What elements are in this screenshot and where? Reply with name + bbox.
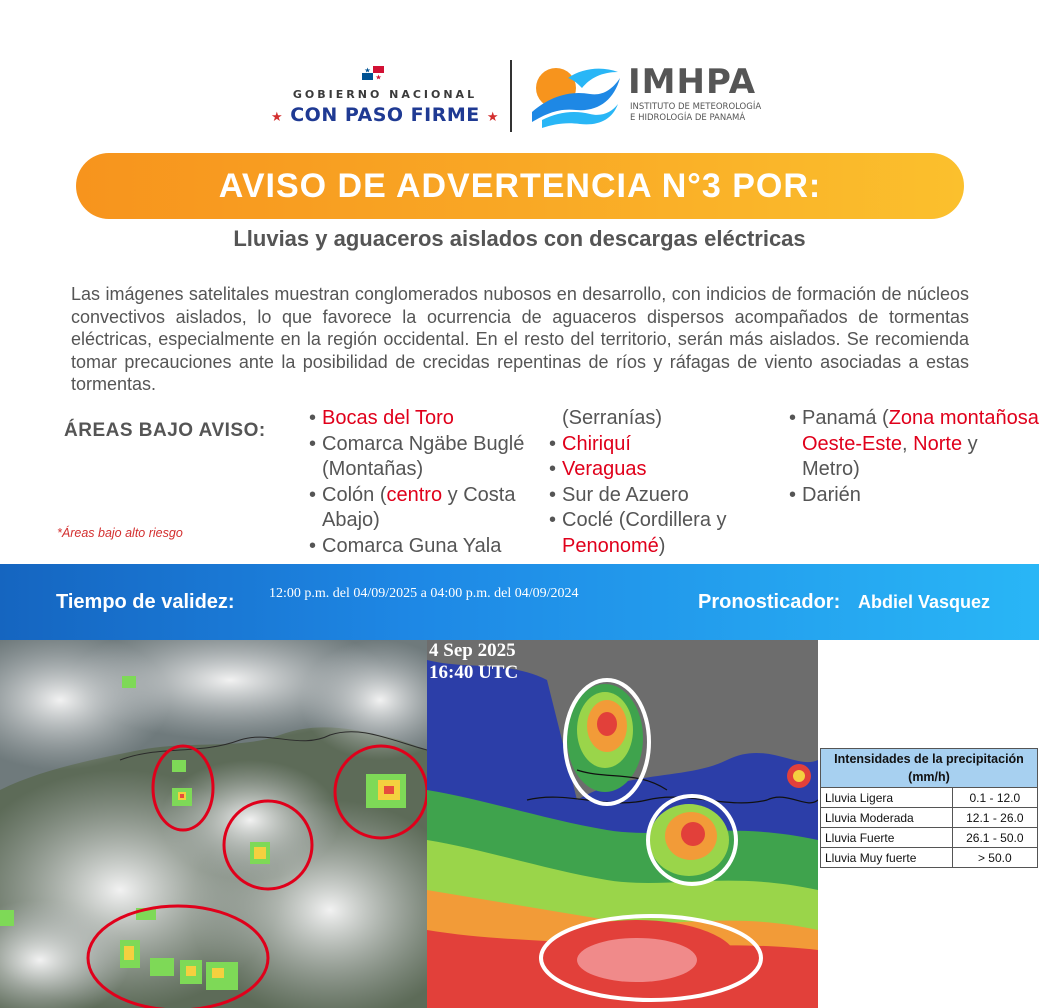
- area-item: • Chiriquí: [549, 432, 631, 455]
- infrared-satellite-svg: [427, 640, 818, 1008]
- areas-label: ÁREAS BAJO AVISO:: [64, 420, 266, 441]
- imhpa-name: IMHPA: [628, 62, 757, 102]
- table-row: [821, 808, 1038, 828]
- bulletin-body: Las imágenes satelitales muestran conglomerados nubosos en desarrollo, con indicios de formación de núcleos convectivos aislados, lo que favorece la ocurrencia de aguaceros dispersos acompañados de tormentas eléctricas, especialmente en la región occidental. En el resto del territorio, serán más aislados. Se recomienda tomar precauciones ante la posibilidad de crecidas repentinas de ríos y ráfagas de viento asociadas a estas tormentas.: [71, 284, 969, 394]
- panama-flag-icon: [362, 66, 384, 80]
- area-item: • Bocas del Toro: [309, 407, 454, 429]
- area-item: • Veraguas: [549, 458, 647, 480]
- satellite-date: 4 Sep 2025: [429, 640, 516, 661]
- area-item: • Panamá (Zona montañosa Oeste-Este, Norte y Metro): [789, 407, 1039, 480]
- visible-satellite-svg: [0, 640, 427, 1008]
- forecaster-name: Abdiel Vasquez: [858, 592, 991, 612]
- area-item: • Coclé (Cordillera y Penonomé): [549, 509, 727, 557]
- table-header: Intensidades de la precipitación (mm/h): [821, 749, 1038, 788]
- areas-column-1: [309, 406, 549, 559]
- infrared-satellite-image: [427, 640, 818, 1008]
- precipitation-intensity-table: [820, 748, 1038, 868]
- row-label: Lluvia Muy fuerte: [821, 848, 953, 868]
- validity-bar: [0, 564, 1039, 640]
- row-value: 0.1 - 12.0: [952, 788, 1037, 808]
- gov-line1: GOBIERNO NACIONAL: [292, 88, 478, 101]
- imhpa-subtitle: [630, 102, 761, 124]
- row-label: Lluvia Ligera: [821, 788, 953, 808]
- area-item: • Sur de Azuero: [549, 483, 689, 506]
- validity-label: Tiempo de validez:: [56, 591, 235, 613]
- government-logo: [270, 62, 500, 132]
- imhpa-wave-icon: [528, 60, 624, 130]
- row-label: Lluvia Fuerte: [821, 828, 953, 848]
- row-value: 12.1 - 26.0: [952, 808, 1037, 828]
- imhpa-sub-line2: E HIDROLOGÍA DE PANAMÁ: [630, 113, 746, 123]
- satellite-time: 16:40 UTC: [429, 662, 519, 683]
- gov-slogan: CON PASO FIRME: [290, 104, 480, 126]
- visible-satellite-image: [0, 640, 427, 1008]
- area-item: • Comarca Guna Yala: [309, 534, 502, 557]
- table-row: [821, 828, 1038, 848]
- area-item-continued: (Serranías): [562, 407, 663, 429]
- areas-column-2: [549, 406, 789, 559]
- area-item: • Colón (centro y Costa Abajo): [309, 483, 516, 531]
- table-row: [821, 848, 1038, 868]
- row-value: 26.1 - 50.0: [952, 828, 1037, 848]
- imhpa-sub-line1: INSTITUTO DE METEOROLOGÍA: [630, 102, 762, 112]
- row-value: > 50.0: [952, 848, 1037, 868]
- page-subtitle: Lluvias y aguaceros aislados con descargas eléctricas: [233, 226, 806, 251]
- forecaster-label: Pronosticador:: [698, 591, 841, 613]
- logo-divider: [510, 60, 512, 132]
- satellite-timestamp: [427, 640, 518, 684]
- row-label: Lluvia Moderada: [821, 808, 953, 828]
- area-item: • Darién: [789, 483, 861, 506]
- gov-line2: ★ CON PASO FIRME ★: [270, 104, 500, 126]
- title-banner: [76, 153, 964, 219]
- validity-value: 12:00 p.m. del 04/09/2025 a 04:00 p.m. del 04/09/2024: [269, 586, 579, 601]
- areas-column-3: [789, 406, 1039, 508]
- area-item: • Comarca Ngäbe Buglé (Montañas): [309, 432, 525, 480]
- table-row: [821, 788, 1038, 808]
- imhpa-logo: [528, 60, 768, 132]
- page-title: AVISO DE ADVERTENCIA N°3 POR:: [218, 167, 822, 205]
- risk-note: *Áreas bajo alto riesgo: [57, 526, 183, 540]
